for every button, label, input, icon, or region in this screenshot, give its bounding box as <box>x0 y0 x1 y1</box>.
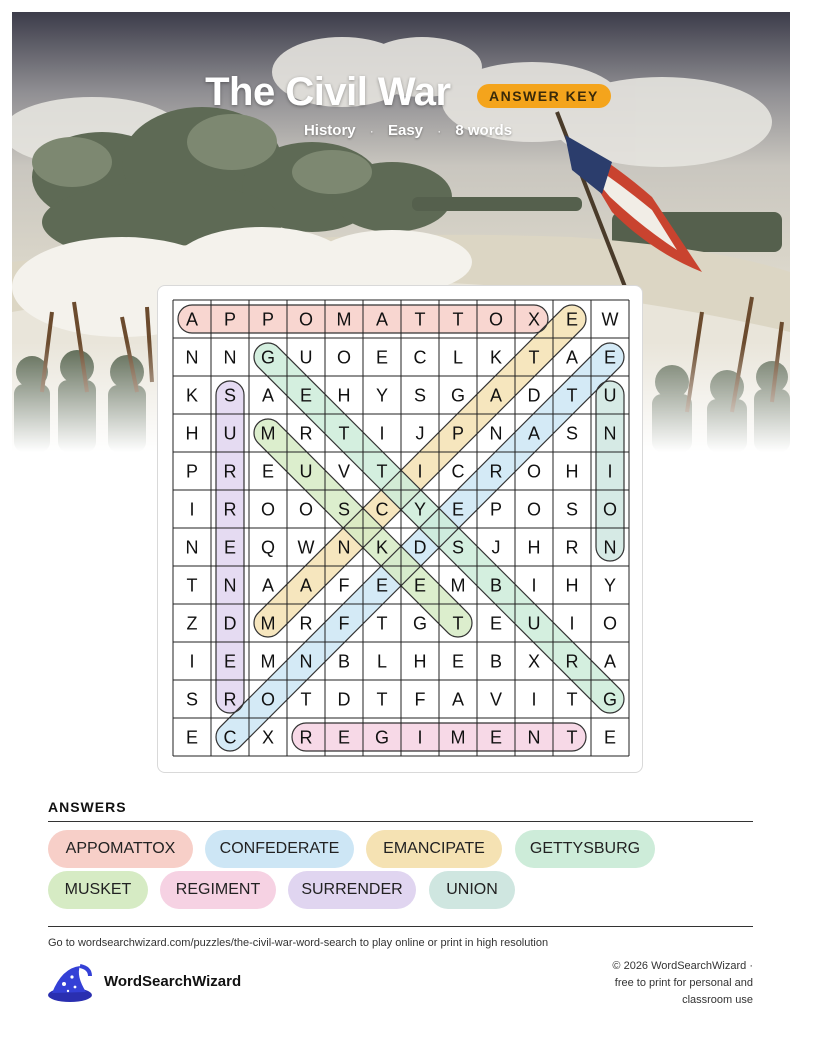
grid-letter[interactable]: P <box>451 423 465 444</box>
grid-letter[interactable]: P <box>261 309 275 330</box>
grid-letter[interactable]: T <box>186 575 198 596</box>
answer-word: GETTYSBURG <box>529 840 641 857</box>
grid-letter[interactable]: M <box>450 575 466 596</box>
grid-letter[interactable]: E <box>223 537 237 558</box>
grid-letter[interactable]: L <box>452 347 464 368</box>
grid-letter[interactable]: E <box>603 347 617 368</box>
grid-letter[interactable]: C <box>451 461 465 482</box>
grid-letter[interactable]: M <box>260 613 276 634</box>
grid-letter[interactable]: E <box>299 385 313 406</box>
grid-letter[interactable]: E <box>337 727 351 748</box>
grid-letter[interactable]: E <box>261 461 275 482</box>
grid-letter[interactable]: H <box>565 575 579 596</box>
grid-letter[interactable]: H <box>527 537 541 558</box>
answer-word: REGIMENT <box>175 881 261 898</box>
grid-letter[interactable]: T <box>566 727 578 748</box>
grid-letter[interactable]: O <box>298 499 314 520</box>
grid-letter[interactable]: I <box>531 689 537 710</box>
grid-letter[interactable]: O <box>298 309 314 330</box>
grid-letter[interactable]: I <box>417 727 423 748</box>
grid-letter[interactable]: T <box>452 613 464 634</box>
grid-letter[interactable]: B <box>489 575 503 596</box>
grid-letter[interactable]: R <box>489 461 503 482</box>
grid-letter[interactable]: A <box>375 309 389 330</box>
grid-letter[interactable]: R <box>565 537 579 558</box>
grid-letter[interactable]: O <box>260 499 276 520</box>
answer-word: MUSKET <box>64 881 132 898</box>
grid-letter[interactable]: T <box>338 423 350 444</box>
grid-letter[interactable]: W <box>601 309 619 330</box>
grid-letter[interactable]: N <box>603 537 617 558</box>
answer-pill <box>160 871 276 909</box>
grid-letter[interactable]: A <box>185 309 199 330</box>
grid-letter[interactable]: N <box>223 347 237 368</box>
grid-letter[interactable]: N <box>489 423 503 444</box>
grid-letter[interactable]: D <box>223 613 237 634</box>
grid-letter[interactable]: F <box>338 575 350 596</box>
copyright-line: free to print for personal and <box>614 977 753 989</box>
grid-letter[interactable]: W <box>297 537 315 558</box>
grid-letter[interactable]: S <box>413 385 427 406</box>
page-title: The Civil War <box>205 70 451 114</box>
grid-letter[interactable]: X <box>527 651 541 672</box>
grid-letter[interactable]: O <box>602 613 618 634</box>
grid-letter[interactable]: R <box>223 461 237 482</box>
grid-letter[interactable]: A <box>261 575 275 596</box>
copyright-line: © 2026 WordSearchWizard · <box>612 960 753 972</box>
grid-letter[interactable]: E <box>375 347 389 368</box>
answer-word: CONFEDERATE <box>219 840 340 857</box>
grid-letter[interactable]: A <box>527 423 541 444</box>
grid-letter[interactable]: B <box>489 651 503 672</box>
grid-letter[interactable]: P <box>223 309 237 330</box>
title-row <box>0 70 816 115</box>
grid-letter[interactable]: Y <box>413 499 427 520</box>
grid-letter[interactable]: O <box>260 689 276 710</box>
grid-letter[interactable]: C <box>223 727 237 748</box>
grid-letter[interactable]: U <box>603 385 617 406</box>
brand-name[interactable]: WordSearchWizard <box>104 973 242 990</box>
grid-letter[interactable]: N <box>527 727 541 748</box>
grid-letter[interactable]: N <box>337 537 351 558</box>
grid-letter[interactable]: X <box>527 309 541 330</box>
grid-letter[interactable]: R <box>299 423 313 444</box>
grid-letter[interactable]: A <box>299 575 313 596</box>
grid-letter[interactable]: G <box>450 385 466 406</box>
grid-letter[interactable]: L <box>376 651 388 672</box>
grid-letter[interactable]: O <box>488 309 504 330</box>
grid-letter[interactable]: E <box>603 727 617 748</box>
grid-letter[interactable]: E <box>489 613 503 634</box>
grid-letter[interactable]: M <box>260 423 276 444</box>
grid-letter[interactable]: S <box>565 423 579 444</box>
meta-separator: · <box>369 124 374 138</box>
grid-letter[interactable]: T <box>528 347 540 368</box>
answer-pill <box>48 830 193 868</box>
grid-letter[interactable]: K <box>185 385 199 406</box>
grid-letter[interactable]: A <box>603 651 617 672</box>
grid-letter[interactable]: I <box>607 461 613 482</box>
answer-pill <box>48 871 148 909</box>
grid-letter[interactable]: H <box>565 461 579 482</box>
answer-key-badge: ANSWER KEY <box>477 84 611 108</box>
grid-letter[interactable]: J <box>415 423 425 444</box>
grid-letter[interactable]: S <box>337 499 351 520</box>
category-label: History <box>303 122 356 139</box>
grid-letter[interactable]: A <box>451 689 465 710</box>
grid-letter[interactable]: T <box>376 613 388 634</box>
grid-letter[interactable]: A <box>565 347 579 368</box>
grid-letter[interactable]: R <box>565 651 579 672</box>
grid-letter[interactable]: M <box>450 727 466 748</box>
puzzle-grid-card <box>157 285 643 773</box>
answer-word: EMANCIPATE <box>383 840 485 857</box>
footer-divider <box>48 926 753 927</box>
grid-letter[interactable]: R <box>223 499 237 520</box>
grid-letter[interactable]: X <box>261 727 275 748</box>
copyright-notice <box>573 958 753 1009</box>
grid-letter[interactable]: H <box>185 423 199 444</box>
grid-letter[interactable]: K <box>489 347 503 368</box>
meta-separator: · <box>437 124 442 138</box>
grid-letter[interactable]: G <box>260 347 276 368</box>
grid-letter[interactable]: O <box>602 499 618 520</box>
grid-letter[interactable]: I <box>379 423 385 444</box>
grid-letter[interactable]: R <box>223 689 237 710</box>
grid-letter[interactable]: O <box>526 499 542 520</box>
grid-letter[interactable]: M <box>336 309 352 330</box>
puzzle-meta <box>0 122 816 139</box>
answer-pill <box>205 830 354 868</box>
grid-letter[interactable]: E <box>185 727 199 748</box>
grid-letter[interactable]: U <box>223 423 237 444</box>
grid-letter[interactable]: T <box>566 689 578 710</box>
grid-letter[interactable]: T <box>376 689 388 710</box>
grid-letter[interactable]: S <box>451 537 465 558</box>
grid-letter[interactable]: D <box>337 689 351 710</box>
grid-letter[interactable]: I <box>417 461 423 482</box>
answers-divider <box>48 821 753 822</box>
grid-letter[interactable]: T <box>376 461 388 482</box>
grid-letter[interactable]: D <box>527 385 541 406</box>
answer-pill <box>515 830 655 868</box>
grid-letter[interactable]: B <box>337 651 351 672</box>
difficulty-label: Easy <box>387 122 424 139</box>
grid-letter[interactable]: D <box>413 537 427 558</box>
grid-letter[interactable]: T <box>414 309 426 330</box>
grid-letter[interactable]: A <box>261 385 275 406</box>
grid-letter[interactable]: G <box>412 613 428 634</box>
grid-letter[interactable]: G <box>602 689 618 710</box>
grid-letter[interactable]: F <box>338 613 350 634</box>
grid-letter[interactable]: Y <box>603 575 617 596</box>
answer-pill <box>429 871 515 909</box>
grid-letter[interactable]: I <box>189 651 195 672</box>
grid-letter[interactable]: I <box>531 575 537 596</box>
grid-letter[interactable]: T <box>566 385 578 406</box>
grid-letter[interactable]: J <box>491 537 501 558</box>
grid-letter[interactable]: R <box>299 727 313 748</box>
grid-letter[interactable]: U <box>299 461 313 482</box>
grid-letter[interactable]: Q <box>260 537 276 558</box>
grid-letter[interactable]: E <box>489 727 503 748</box>
grid-letter[interactable]: N <box>223 575 237 596</box>
puzzle-grid <box>158 286 642 772</box>
answer-word: APPOMATTOX <box>65 840 176 857</box>
grid-letter[interactable]: E <box>565 309 579 330</box>
grid-letter[interactable]: N <box>299 651 313 672</box>
grid-letter[interactable]: O <box>336 347 352 368</box>
grid-letter[interactable]: T <box>300 689 312 710</box>
copyright-line: classroom use <box>682 994 753 1006</box>
grid-letter[interactable]: H <box>413 651 427 672</box>
grid-letter[interactable]: U <box>527 613 541 634</box>
grid-letter[interactable]: E <box>375 575 389 596</box>
grid-letter[interactable]: H <box>337 385 351 406</box>
grid-letter[interactable]: E <box>413 575 427 596</box>
grid-letter[interactable]: C <box>375 499 389 520</box>
grid-letter[interactable]: T <box>452 309 464 330</box>
answer-word: UNION <box>446 881 498 898</box>
grid-letter[interactable]: N <box>603 423 617 444</box>
grid-letter[interactable]: S <box>565 499 579 520</box>
grid-letter[interactable]: Z <box>186 613 198 634</box>
grid-letter[interactable]: O <box>526 461 542 482</box>
grid-letter[interactable]: F <box>414 689 426 710</box>
grid-letter[interactable]: G <box>374 727 390 748</box>
grid-letter[interactable]: C <box>413 347 427 368</box>
grid-letter[interactable]: M <box>260 651 276 672</box>
grid-letter[interactable]: E <box>223 651 237 672</box>
grid-letter[interactable]: V <box>489 689 503 710</box>
grid-letter[interactable]: K <box>375 537 389 558</box>
answer-pill <box>288 871 416 909</box>
word-count-label: 8 words <box>455 122 513 139</box>
footer-link[interactable]: Go to wordsearchwizard.com/puzzles/the-civil-war-word-search to play online or print in high resolution <box>48 937 549 949</box>
answer-word: SURRENDER <box>301 881 403 898</box>
grid-letter[interactable]: Y <box>375 385 389 406</box>
grid-letter[interactable]: I <box>569 613 575 634</box>
grid-letter[interactable]: I <box>189 499 195 520</box>
grid-letter[interactable]: N <box>185 347 199 368</box>
wizard-hat-icon <box>46 962 94 1004</box>
grid-letter[interactable]: P <box>489 499 503 520</box>
grid-letter[interactable]: V <box>337 461 351 482</box>
grid-letter[interactable]: N <box>185 537 199 558</box>
grid-letter[interactable]: U <box>299 347 313 368</box>
answers-heading: ANSWERS <box>48 799 127 815</box>
grid-letter[interactable]: P <box>185 461 199 482</box>
grid-letter[interactable]: S <box>223 385 237 406</box>
grid-letter[interactable]: E <box>451 651 465 672</box>
grid-letter[interactable]: S <box>185 689 199 710</box>
answer-pill <box>366 830 502 868</box>
grid-letter[interactable]: R <box>299 613 313 634</box>
grid-letter[interactable]: A <box>489 385 503 406</box>
grid-letter[interactable]: E <box>451 499 465 520</box>
